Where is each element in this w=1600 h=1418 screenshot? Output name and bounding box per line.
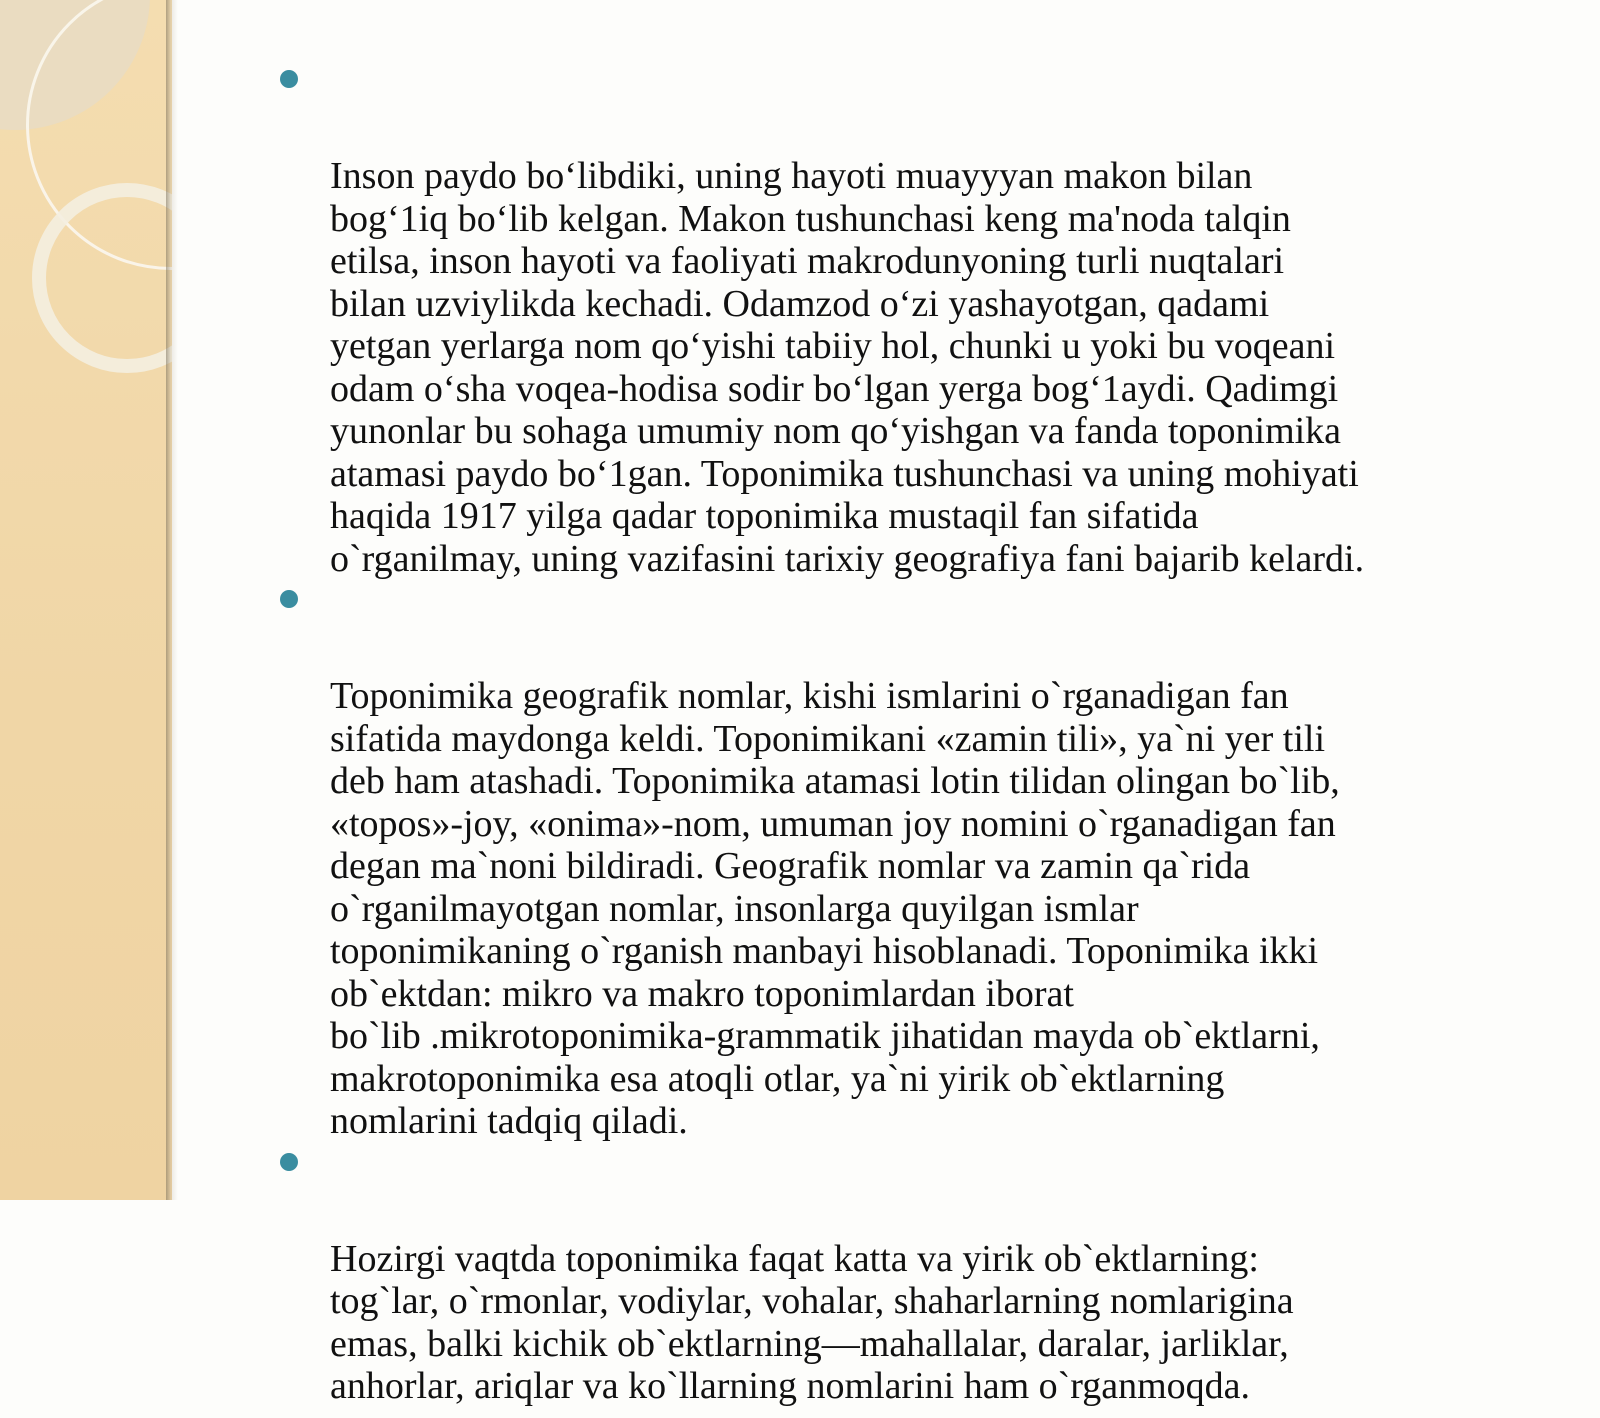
- decorative-ring-small: [32, 183, 172, 373]
- bullet-text: Toponimika geografik nomlar, kishi ismlarini o`rganadigan fan sifatida maydonga keldi. Toponimikani «zamin tili», ya`ni yer tili deb ham atashadi. Toponimika atamasi lotin tilidan olingan bo`lib, «topos»-joy, «onima»-nom, umuman joy nomini o`rganadigan fan degan ma`noni bildiradi. Geografik nomlar va zamin qa`rida o`rganilmayotgan nomlar, insonlarga quyilgan ismlar toponimikaning o`rganish manbayi hisoblanadi. Toponimika ikki ob`ektdan: mikro va makro toponimlardan iborat bo`lib .mikrotoponimika-grammatik jihatidan mayda ob`ektlarni, makrotoponimika esa atoqli otlar, ya`ni yirik ob`ektlarning nomlarini tadqiq qiladi.: [330, 675, 1340, 1142]
- bullet-text: Hozirgi vaqtda toponimika faqat katta va yirik ob`ektlarning: tog`lar, o`rmonlar, vodiylar, vohalar, shaharlarning nomlarigina emas, balki kichik ob`ektlarning—mahallalar, daralar, jarliklar, anhorlar, ariqlar va ko`llarning nomlarini ham o`rganmoqda.: [330, 1237, 1294, 1407]
- decorative-sidebar: [0, 0, 172, 1200]
- slide-content: [280, 70, 1560, 1418]
- bullet-dot-icon: [280, 70, 298, 88]
- bullet-list: [280, 70, 1560, 1408]
- bullet-dot-icon: [280, 1153, 298, 1171]
- bullet-item: [280, 70, 1560, 580]
- bullet-text: Inson paydo bo‘libdiki, uning hayoti muayyyan makon bilan bog‘1iq bo‘lib kelgan. Makon tushunchasi keng ma'noda talqin etilsa, inson hayoti va faoliyati makrodunyoning turli nuqtalari bilan uzviylikda kechadi. Odamzod o‘zi yashayotgan, qadami yetgan yerlarga nom qo‘yishi tabiiy hol, chunki u yoki bu voqeani odam o‘sha voqea-hodisa sodir bo‘lgan yerga bog‘1aydi. Qadimgi yunonlar bu sohaga umumiy nom qo‘yishgan va fanda toponimika atamasi paydo bo‘1gan. Toponimika tushunchasi va uning mohiyati haqida 1917 yilga qadar toponimika mustaqil fan sifatida o`rganilmay, uning vazifasini tarixiy geografiya fani bajarib kelardi.: [330, 155, 1365, 580]
- bullet-item: [280, 1153, 1560, 1408]
- bullet-dot-icon: [280, 590, 298, 608]
- sidebar-shadow: [166, 0, 178, 1200]
- bullet-item: [280, 590, 1560, 1143]
